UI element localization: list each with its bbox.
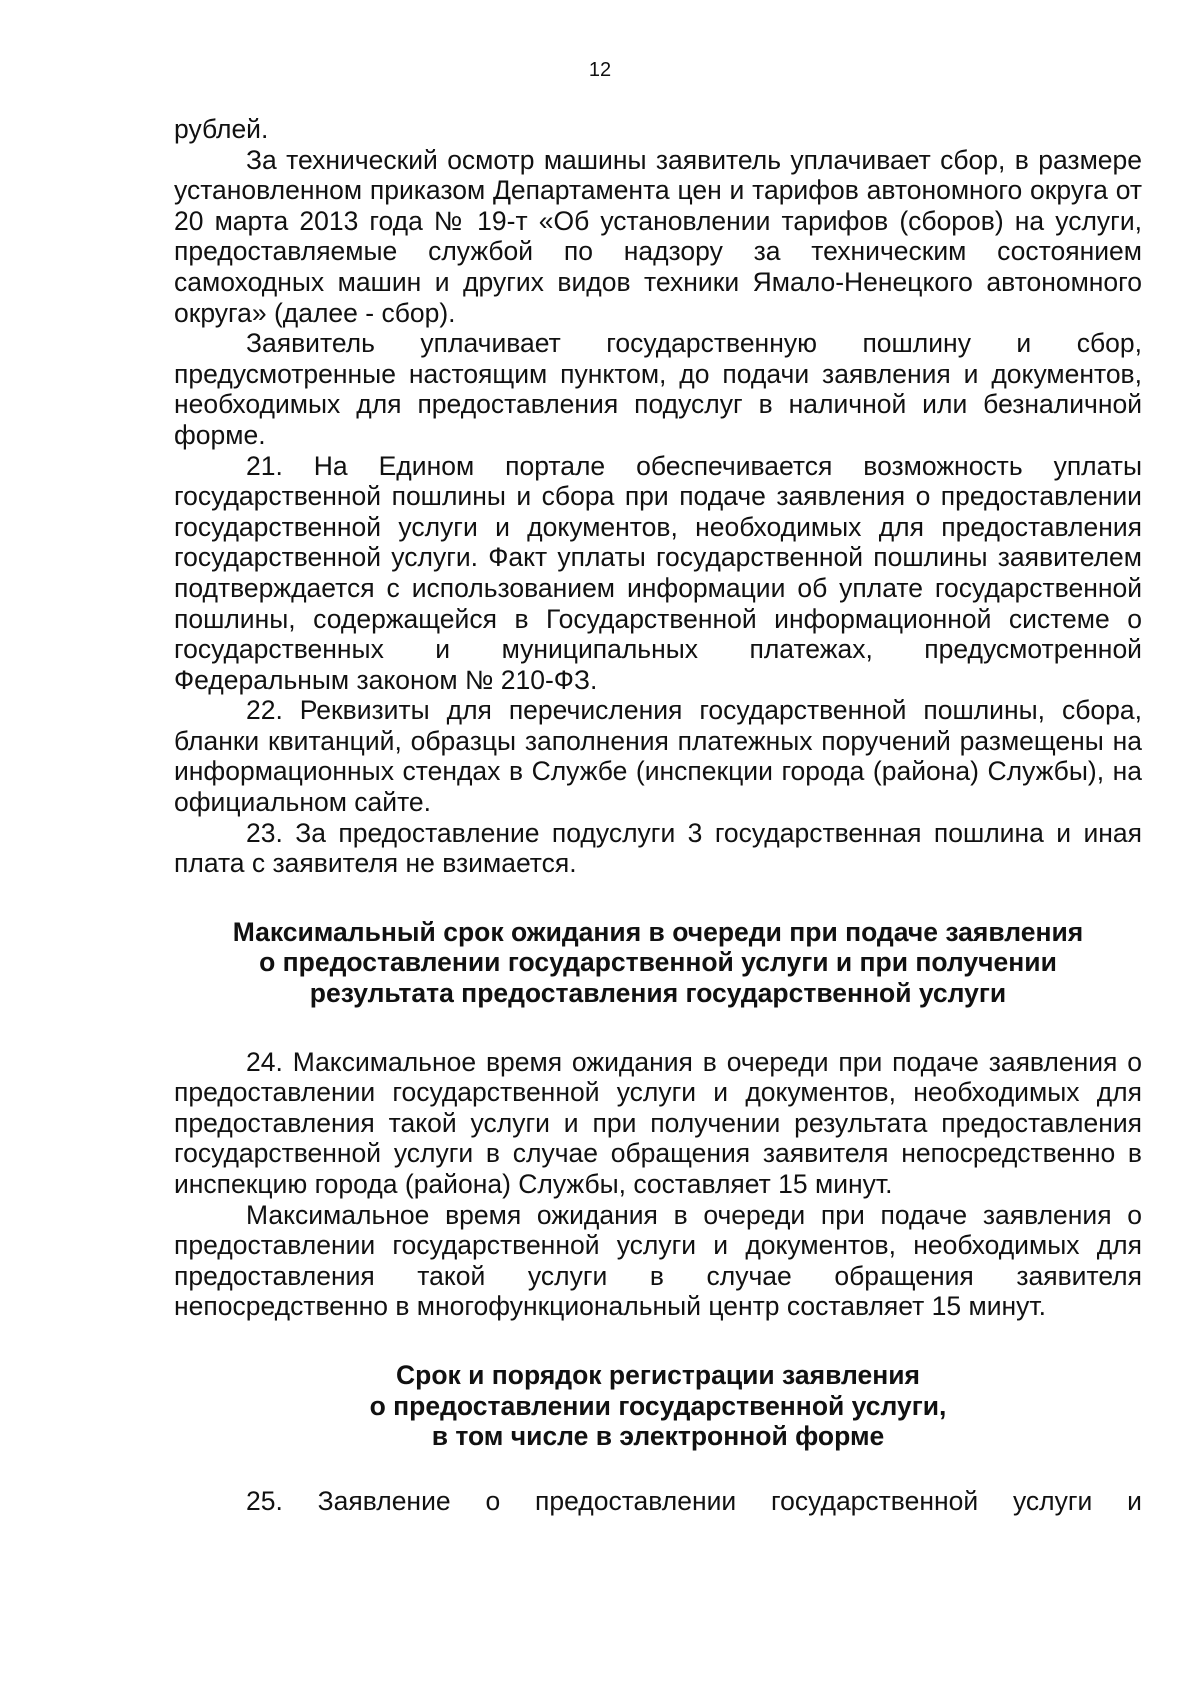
page-body (174, 114, 1142, 1516)
paragraph-inspection-fee: За технический осмотр машины заявитель уплачивает сбор, в размере установленном приказом Департамента цен и тарифов автономного округа от 20 марта 2013 года № 19-т «Об установлении тарифов (сборов) на услуги, предоставляемые службой по надзору за техническим состоянием самоходных машин и других видов техники Ямало-Ненецкого автономного округа» (далее - сбор). (174, 144, 1142, 328)
heading-line: Максимальный срок ожидания в очереди при подаче заявления (232, 916, 1084, 947)
paragraph-21-unified-portal: 21. На Едином портале обеспечивается возможность уплаты государственной пошлины и сбора при подаче заявления о предоставлении государственной услуги и документов, необходимых для предоставления государственной услуги. Факт уплаты государственной пошлины заявителем подтверждается с использованием информации об уплате государственной пошлины, содержащейся в Государственной информационной системе о государственных и муниципальных платежах, предусмотренной Федеральным законом № 210-ФЗ. (174, 450, 1142, 695)
paragraph-mfc-waiting-time: Максимальное время ожидания в очереди при подаче заявления о предоставлении государственной услуги и документов, необходимых для предоставления такой услуги в случае обращения заявителя непосредственно в многофункциональный центр составляет 15 минут. (174, 1199, 1142, 1322)
paragraph-rubles-end: рублей. (174, 114, 269, 144)
heading-line: результата предоставления государственной услуги (309, 978, 1007, 1009)
paragraph-25-application: 25. Заявление о предоставлении государственной услуги и (246, 1485, 1142, 1516)
heading-line: о предоставлении государственной услуги и при получении (259, 947, 1057, 978)
section-heading-waiting-time (174, 917, 1142, 1009)
paragraph-22-payment-details: 22. Реквизиты для перечисления государственной пошлины, сбора, бланки квитанций, образцы заполнения платежных поручений размещены на информационных стендах в Службе (инспекции города (района) Службы), на официальном сайте. (174, 695, 1142, 818)
paragraph-23-no-fee: 23. За предоставление подуслуги 3 государственная пошлина и иная плата с заявителя не взимается. (174, 817, 1142, 879)
heading-line: о предоставлении государственной услуги, (369, 1390, 947, 1421)
section-heading-registration (174, 1360, 1142, 1452)
page-number: 12 (588, 59, 612, 81)
paragraph-24-max-waiting-time: 24. Максимальное время ожидания в очереди при подаче заявления о предоставлении государственной услуги и документов, необходимых для предоставления такой услуги и при получении результата предоставления государственной услуги в случае обращения заявителя непосредственно в инспекцию города (района) Службы, составляет 15 минут. (174, 1046, 1142, 1199)
heading-line: в том числе в электронной форме (431, 1421, 885, 1452)
paragraph-payment-before-filing: Заявитель уплачивает государственную пошлину и сбор, предусмотренные настоящим пунктом, до подачи заявления и документов, необходимых для предоставления подуслуг в наличной или безналичной форме. (174, 328, 1142, 450)
heading-line: Срок и порядок регистрации заявления (396, 1359, 920, 1390)
